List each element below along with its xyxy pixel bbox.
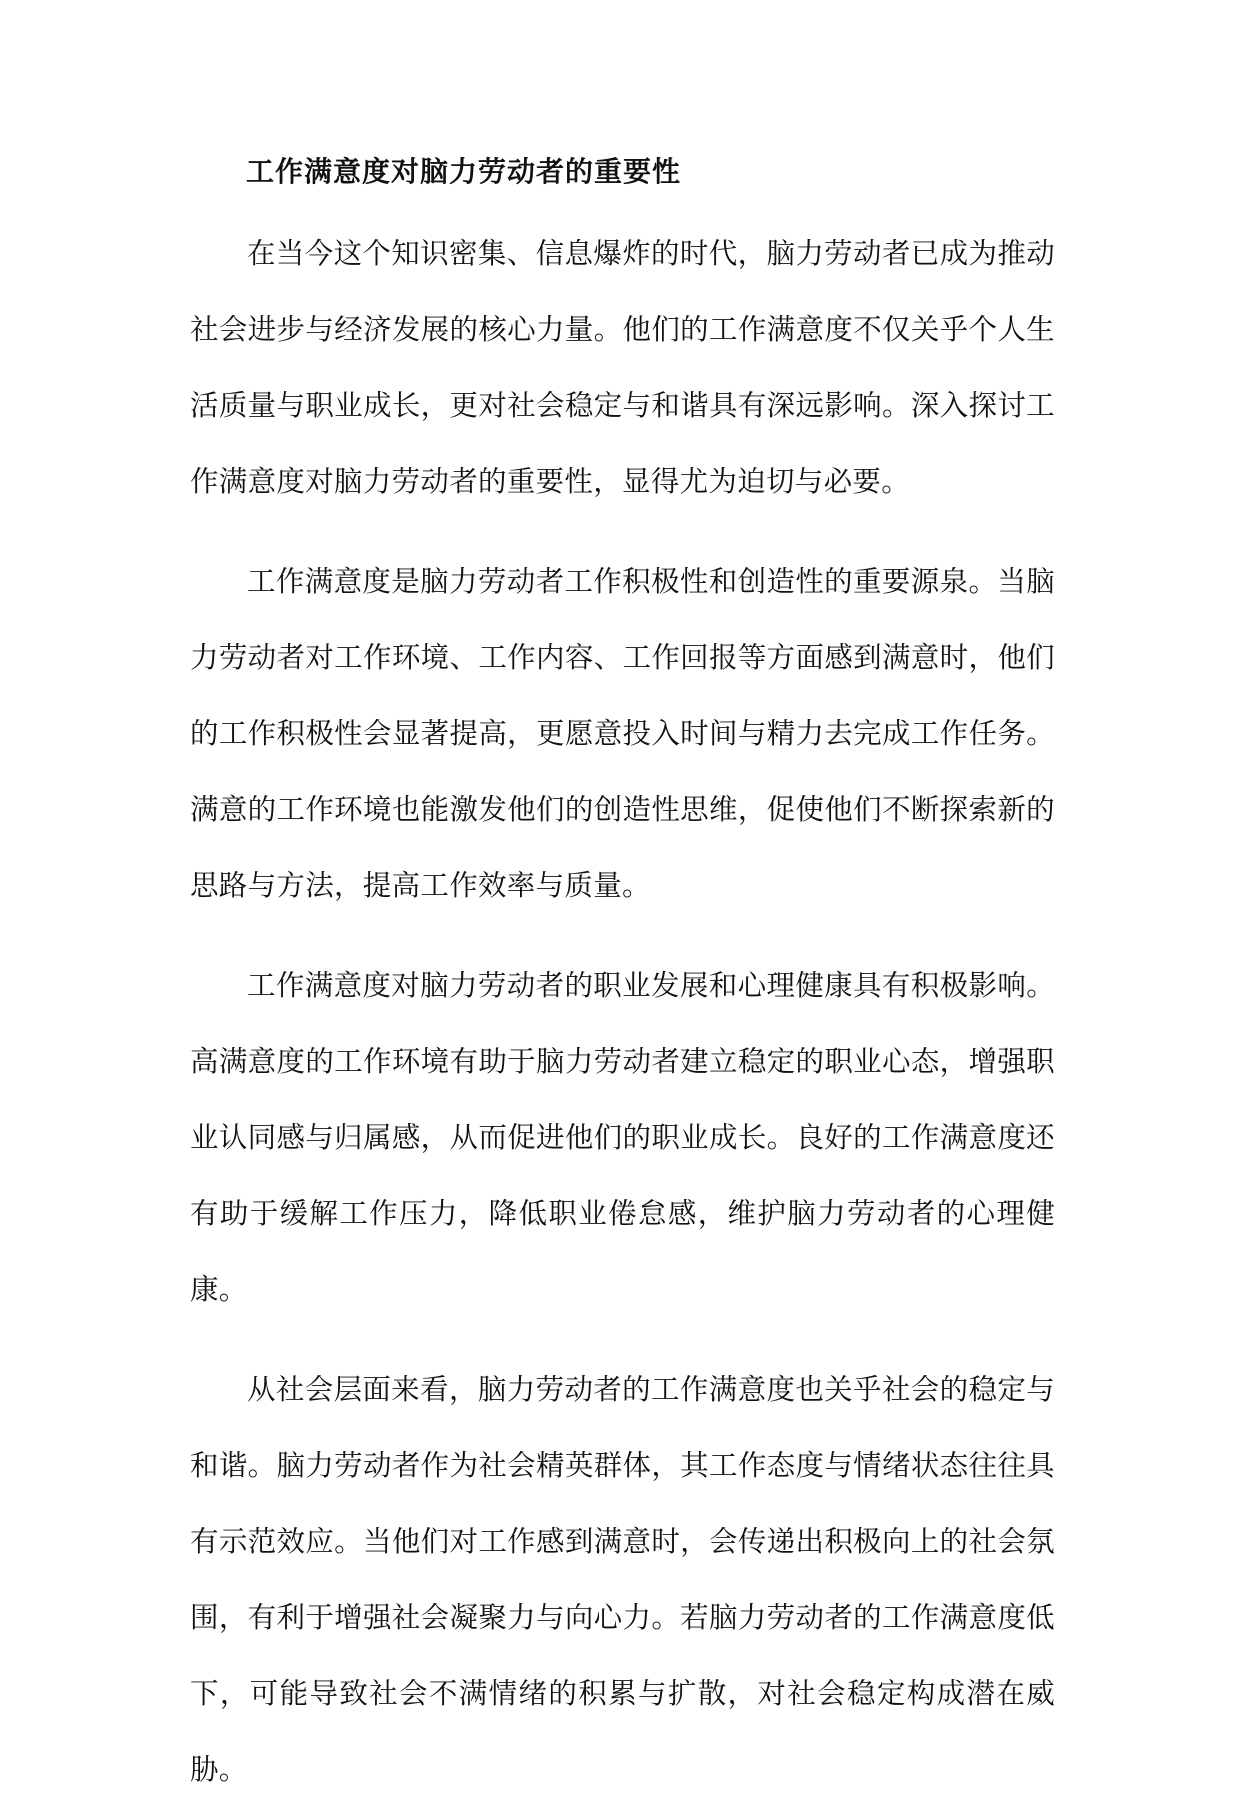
document-title: 工作满意度对脑力劳动者的重要性 <box>246 155 682 188</box>
paragraph-2: 工作满意度是脑力劳动者工作积极性和创造性的重要源泉。当脑力劳动者对工作环境、工作内容、工作回报等方面感到满意时，他们的工作积极性会显著提高，更愿意投入时间与精力去完成工作任务。满意的工作环境也能激发他们的创造性思维，促使他们不断探索新的思路与方法，提高工作效率与质量。 <box>190 565 1055 902</box>
paragraph-1: 在当今这个知识密集、信息爆炸的时代，脑力劳动者已成为推动社会进步与经济发展的核心力量。他们的工作满意度不仅关乎个人生活质量与职业成长，更对社会稳定与和谐具有深远影响。深入探讨工作满意度对脑力劳动者的重要性，显得尤为迫切与必要。 <box>190 237 1055 498</box>
paragraph-4: 从社会层面来看，脑力劳动者的工作满意度也关乎社会的稳定与和谐。脑力劳动者作为社会精英群体，其工作态度与情绪状态往往具有示范效应。当他们对工作感到满意时，会传递出积极向上的社会氛围，有利于增强社会凝聚力与向心力。若脑力劳动者的工作满意度低下，可能导致社会不满情绪的积累与扩散，对社会稳定构成潜在威胁。 <box>190 1373 1055 1786</box>
document-body <box>190 148 1055 1808</box>
paragraph-3: 工作满意度对脑力劳动者的职业发展和心理健康具有积极影响。高满意度的工作环境有助于脑力劳动者建立稳定的职业心态，增强职业认同感与归属感，从而促进他们的职业成长。良好的工作满意度还有助于缓解工作压力，降低职业倦怠感，维护脑力劳动者的心理健康。 <box>190 969 1055 1306</box>
